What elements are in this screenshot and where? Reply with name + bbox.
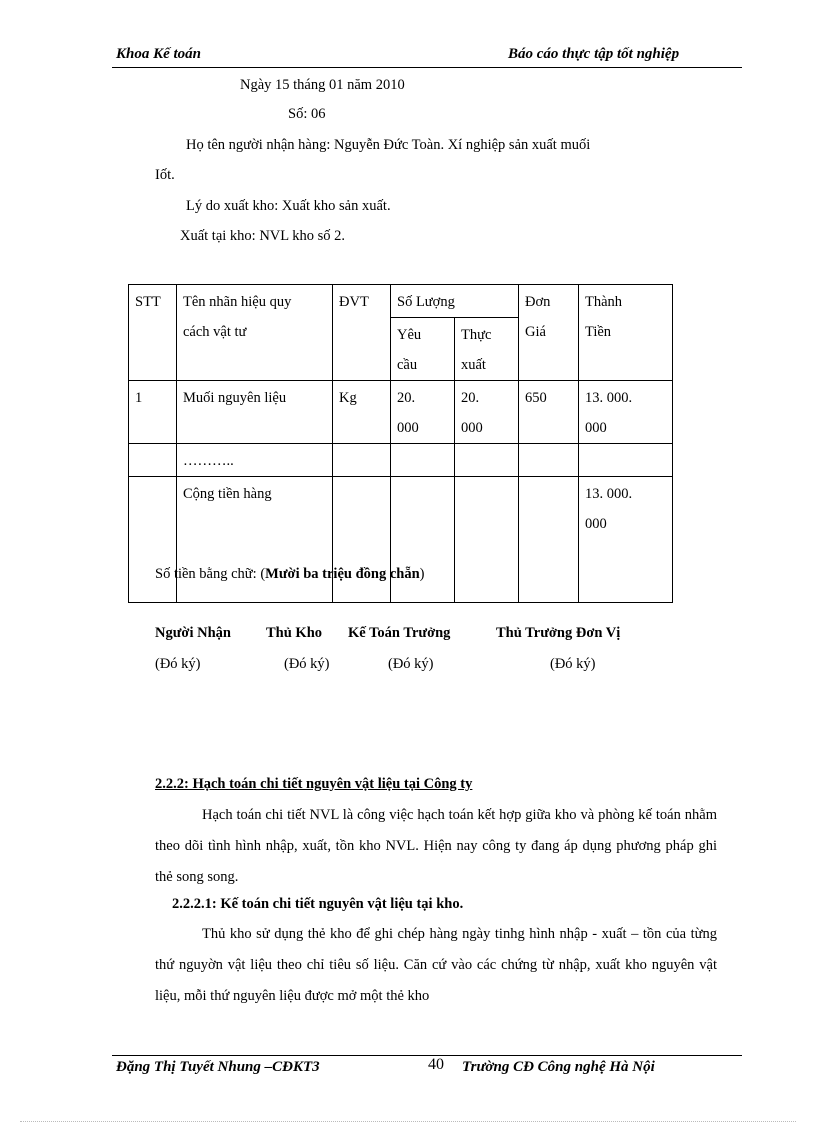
footer-author: Đặng Thị Tuyết Nhung –CĐKT3 bbox=[116, 1059, 320, 1075]
voucher-date: Ngày 15 tháng 01 năm 2010 bbox=[240, 77, 405, 93]
signature-title-chief-accountant: Kế Toán Trưởng bbox=[348, 625, 451, 641]
signed-chief-accountant: (Đó ký) bbox=[388, 656, 434, 672]
cell-actual: 20. 000 bbox=[455, 381, 519, 444]
cell-sum-label: Cộng tiền hàng bbox=[177, 477, 333, 603]
footer-school: Trường CĐ Công nghệ Hà Nội bbox=[462, 1059, 655, 1075]
section-paragraph-222: Hạch toán chi tiết NVL là công việc hạch toán kết hợp giữa kho và phòng kế toán nhằm theo dõi tình hình nhập, xuất, tồn kho NVL. Hiện nay công ty đang áp dụng phương pháp ghi thẻ song song. bbox=[155, 807, 717, 885]
table-sum-row bbox=[129, 477, 673, 603]
cell-stt bbox=[129, 444, 177, 477]
section-heading-2221: 2.2.2.1: Kế toán chi tiết nguyên vật liệu tại kho. bbox=[172, 896, 464, 912]
col-price-header: Đơn Giá bbox=[519, 285, 579, 381]
signature-title-receiver: Người Nhận bbox=[155, 625, 231, 641]
signed-storekeeper: (Đó ký) bbox=[284, 656, 330, 672]
cell-unit: Kg bbox=[333, 381, 391, 444]
issue-reason: Lý do xuất kho: Xuất kho sản xuất. bbox=[186, 198, 391, 214]
issue-warehouse: Xuất tại kho: NVL kho số 2. bbox=[180, 228, 345, 244]
cell-actual bbox=[455, 477, 519, 603]
col-requested-header: Yêu cầu bbox=[391, 318, 455, 381]
cell-total: 13. 000. 000 bbox=[579, 381, 673, 444]
section-paragraph-2221: Thủ kho sử dụng thẻ kho để ghi chép hàng ngày tinhg hình nhập - xuất – tồn của từng thứ nguyờn vật liệu theo chỉ tiêu số liệu. Căn cứ vào các chứng từ nhập, xuất kho nguyên vật liệu, mỗi thứ nguyên liệu được mở một thẻ kho bbox=[155, 926, 717, 1004]
voucher-number: Số: 06 bbox=[288, 106, 326, 122]
cell-sum-total: 13. 000. 000 bbox=[579, 477, 673, 603]
cell-requested bbox=[391, 477, 455, 603]
cell-price bbox=[519, 477, 579, 603]
signed-director: (Đó ký) bbox=[550, 656, 596, 672]
col-total-header: Thành Tiền bbox=[579, 285, 673, 381]
issue-slip-table bbox=[128, 284, 673, 603]
cell-stt bbox=[129, 477, 177, 603]
header-department: Khoa Kế toán bbox=[116, 46, 202, 62]
col-unit-header: ĐVT bbox=[333, 285, 391, 381]
footer-rule bbox=[112, 1055, 742, 1056]
cell-unit bbox=[333, 477, 391, 603]
table-row bbox=[129, 444, 673, 477]
header-rule bbox=[112, 67, 742, 68]
signature-title-storekeeper: Thủ Kho bbox=[266, 625, 323, 641]
page-number: 40 bbox=[428, 1056, 444, 1073]
recipient-line: Họ tên người nhận hàng: Nguyễn Đức Toàn. Xí nghiệp sản xuất muối bbox=[186, 137, 591, 153]
col-actual-header: Thực xuất bbox=[455, 318, 519, 381]
cell-actual bbox=[455, 444, 519, 477]
cell-name: Muối nguyên liệu bbox=[177, 381, 333, 444]
cell-unit bbox=[333, 444, 391, 477]
cell-price bbox=[519, 444, 579, 477]
table-row bbox=[129, 381, 673, 444]
signed-receiver: (Đó ký) bbox=[155, 656, 201, 672]
table-header-row bbox=[129, 285, 673, 318]
col-name-header: Tên nhãn hiệu quy cách vật tư bbox=[177, 285, 333, 381]
page-edge-divider bbox=[20, 1121, 796, 1122]
cell-requested bbox=[391, 444, 455, 477]
cell-name: ……….. bbox=[177, 444, 333, 477]
cell-price: 650 bbox=[519, 381, 579, 444]
amount-in-words: Số tiền bằng chữ: (Mười ba triệu đồng chẵn) bbox=[155, 566, 425, 582]
section-heading-222: 2.2.2: Hạch toán chi tiết nguyên vật liệu tại Công ty bbox=[155, 776, 473, 792]
cell-stt: 1 bbox=[129, 381, 177, 444]
signature-title-director: Thủ Trưởng Đơn Vị bbox=[496, 625, 621, 641]
recipient-line-cont: Iốt. bbox=[155, 167, 175, 183]
cell-requested: 20. 000 bbox=[391, 381, 455, 444]
col-quantity-header: Số Lượng bbox=[391, 285, 519, 318]
col-stt-header: STT bbox=[129, 285, 177, 381]
header-report-title: Báo cáo thực tập tốt nghiệp bbox=[508, 46, 680, 62]
cell-total bbox=[579, 444, 673, 477]
